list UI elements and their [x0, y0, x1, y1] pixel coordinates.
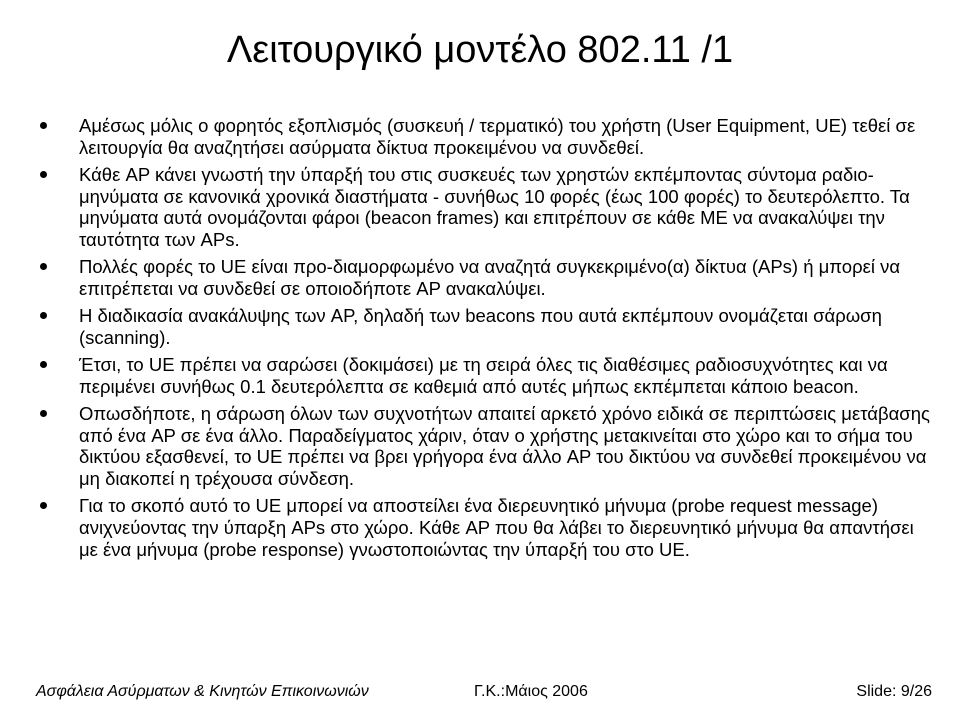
bullet-dot-icon: [40, 410, 47, 417]
bullet-dot-icon: [40, 502, 47, 509]
bullet-text: Πολλές φορές το UE είναι προ-διαμορφωμένο να αναζητά συγκεκριμένο(α) δίκτυα (APs) ή μπορεί να επιτρέπεται να συνδεθεί σε οποιοδήποτε AP ανακαλύψει.: [79, 256, 901, 299]
bullet-text: Για το σκοπό αυτό το UE μπορεί να αποστείλει ένα διερευνητικό μήνυμα (probe request message) ανιχνεύοντας την ύπαρξη APs στο χώρο. Κάθε AP που θα λάβει το διερευνητικό μήνυμα θα απαντήσει με ένα μήνυμα (probe response) γνωστοποιώντας την ύπαρξή του στο UE.: [79, 495, 914, 560]
bullet-dot-icon: [40, 361, 47, 368]
bullet-item-1: [36, 115, 932, 158]
bullet-item-4: [36, 305, 932, 348]
bullet-dot-icon: [40, 312, 47, 319]
bullet-text: Η διαδικασία ανακάλυψης των AP, δηλαδή των beacons που αυτά εκπέμπουν ονομάζεται σάρωση (scanning).: [79, 305, 882, 348]
bullet-dot-icon: [40, 122, 47, 129]
bullet-text: Έτσι, το UE πρέπει να σαρώσει (δοκιμάσει) με τη σειρά όλες τις διαθέσιμες ραδιοσυχνότητες και να περιμένει συνήθως 0.1 δευτερόλεπτα σε καθεμιά από αυτές μήπως εκπέμπεται κάποιο beacon.: [79, 354, 888, 397]
bullet-text: Κάθε AP κάνει γνωστή την ύπαρξή του στις συσκευές των χρηστών εκπέμποντας σύντομα ραδιο-μηνύματα σε κανονικά χρονικά διαστήματα - συνήθως 10 φορές (έως 100 φορές) το δευτερόλεπτο. Τα μηνύματα αυτά ονομάζονται φάροι (beacon frames) και επιτρέπουν σε κάθε ΜΕ να ανακαλύψει την ταυτότητα των APs.: [79, 163, 910, 251]
bullet-text: Οπωσδήποτε, η σάρωση όλων των συχνοτήτων απαιτεί αρκετό χρόνο ειδικά σε περιπτώσεις μετάβασης από ένα AP σε ένα άλλο. Παραδείγματος χάριν, όταν ο χρήστης μετακινείται στο χώρο και το σήμα του δικτύου εξασθενεί, το UE πρέπει να βρει γρήγορα ένα άλλο AP του δικτύου να συνδεθεί προκειμένου να μη διακοπεί η τρέχουσα σύνδεση.: [79, 402, 930, 490]
bullet-item-6: [36, 403, 932, 490]
bullet-dot-icon: [40, 263, 47, 270]
footer-course-title: Ασφάλεια Ασύρματων & Κινητών Επικοινωνιών: [36, 683, 369, 700]
bullet-item-5: [36, 354, 932, 397]
bullet-item-3: [36, 256, 932, 299]
bullet-text: Αμέσως μόλις ο φορητός εξοπλισμός (συσκευή / τερματικό) του χρήστη (User Equipment, UE) τεθεί σε λειτουργία θα αναζητήσει ασύρματα δίκτυα προκειμένου να συνδεθεί.: [79, 115, 916, 158]
bullet-item-7: [36, 495, 932, 560]
slide-title: Λειτουργικό μοντέλο 802.11 /1: [226, 29, 734, 71]
bullet-dot-icon: [40, 171, 47, 178]
bullet-item-2: [36, 164, 932, 251]
footer-slide-number: Slide: 9/26: [856, 683, 932, 700]
bullet-list: [36, 115, 932, 566]
footer-author-date: Γ.Κ.:Μάιος 2006: [474, 683, 588, 700]
